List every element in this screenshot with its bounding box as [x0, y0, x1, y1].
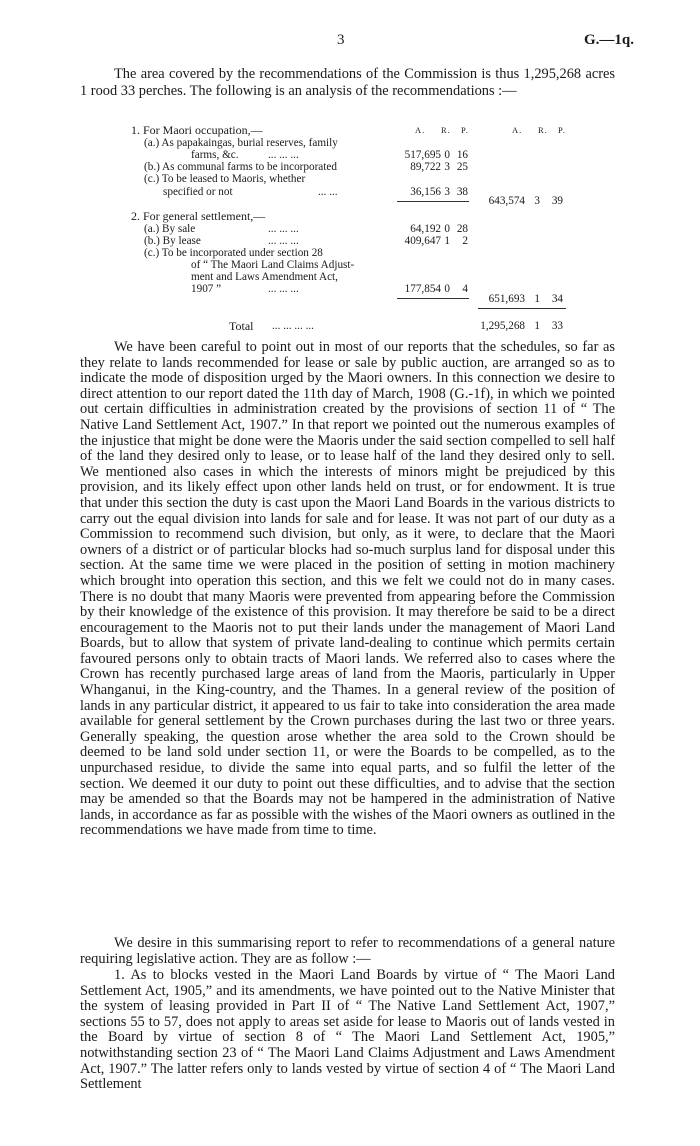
col-header-roods: R. [441, 125, 451, 135]
general-a-roods: 0 [444, 223, 450, 235]
maori-a-roods: 0 [444, 149, 450, 161]
maori-c-label-2: specified or not [163, 186, 233, 198]
general-b-acres: 409,647 [404, 235, 441, 247]
general-subtotal-roods: 1 [534, 293, 540, 305]
general-c-label-3: ment and Laws Amendment Act, [191, 271, 338, 283]
maori-a-acres: 517,695 [404, 149, 441, 161]
maori-b-roods: 3 [444, 161, 450, 173]
intro-paragraph: The area covered by the recommendations of the Commission is thus 1,295,268 acres 1 rood 33 perches. The following is an analysis of the recommendations :— [80, 66, 615, 99]
maori-heading: 1. For Maori occupation,— [131, 123, 263, 137]
maori-a-label-1: (a.) As papakaingas, burial reserves, family [144, 137, 338, 149]
general-a-perches: 28 [456, 223, 468, 235]
general-c-label-4: 1907 ” [191, 283, 222, 295]
total-dots: ... ... ... ... [272, 320, 314, 332]
maori-b-perches: 25 [456, 161, 468, 173]
maori-c-dots: ... ... [318, 186, 338, 198]
general-a-acres: 64,192 [410, 223, 441, 235]
maori-c-roods: 3 [444, 186, 450, 198]
general-c-roods: 0 [444, 283, 450, 295]
general-b-dots: ... ... ... [268, 235, 299, 247]
maori-a-label-2: farms, &c. [191, 149, 239, 161]
paragraph-legislative-intro: We desire in this summarising report to refer to recommendations of a general nature requiring legislative action. They are as follow :— [80, 935, 615, 967]
col-header-perches: P. [461, 125, 469, 135]
general-c-label-1: (c.) To be incorporated under section 28 [144, 247, 323, 259]
maori-c-label-1: (c.) To be leased to Maoris, whether [144, 173, 306, 185]
general-c-perches: 4 [462, 283, 468, 295]
total-rule [478, 308, 566, 309]
maori-subtotal-rule [397, 201, 469, 202]
total-perches: 33 [551, 320, 563, 332]
col-header-acres: A. [415, 125, 426, 135]
col-header-acres-2: A. [512, 125, 523, 135]
page-number: 3 [337, 32, 345, 48]
general-b-roods: 1 [444, 235, 450, 247]
general-heading: 2. For general settlement,— [131, 209, 266, 223]
general-subtotal-perches: 34 [551, 293, 563, 305]
document-reference: G.—1q. [584, 32, 635, 48]
general-c-acres: 177,854 [404, 283, 441, 295]
general-subtotal-acres: 651,693 [488, 293, 525, 305]
total-roods: 1 [534, 320, 540, 332]
maori-subtotal-perches: 39 [551, 195, 563, 207]
col-header-perches-2: P. [558, 125, 566, 135]
maori-a-perches: 16 [456, 149, 468, 161]
paragraph-recommendation-1: 1. As to blocks vested in the Maori Land Boards by virtue of “ The Maori Land Settlement Act, 1905,” and its amendments, we have pointed out to the Native Minister that the system of leasing provided in Part II of “ The Native Land Settlement Act, 1907,” sections 55 to 57, does not apply to areas set aside for lease to Maoris out of lands vested in the Board by virtue of section 8 of “ The Maori Land Settlement Act, 1905,” notwithstanding section 23 of “ The Maori Land Claims Adjustment and Laws Amendment Act, 1907.” The latter refers only to lands vested by virtue of section 4 of “ The Maori Land Settlement [80, 967, 615, 1093]
general-b-perches: 2 [462, 235, 468, 247]
paragraph-schedules: We have been careful to point out in most of our reports that the schedules, so far as they relate to lands recommended for lease or sale by public auction, are arranged so as to indicate the mode of disposition urged by the Maori owners. In this connection we desire to direct attention to our report dated the 11th day of March, 1908 (G.-1f), in which we pointed out certain difficulties in administration created by the provisions of section 11 of “ The Native Land Settlement Act, 1907.” In that report we pointed out the numerous examples of the injustice that might be done were the Maoris under the said section compelled to sell half of the land they desired only to lease, or to lease half of the land they desired only to sell. We mentioned also cases in which the interests of minors might be prejudiced by this provision, and its likely effect upon other lands held on trust, or for endowment. It is true that under this section the duty is cast upon the Maori Land Boards in the various districts to carry out the equal division into lands for sale and for lease. It was not part of our duty as a Commission to recommend such division, but only, as it were, to declare that the Maori owners of a district or of particular blocks had so-much surplus land for disposal under this section. At the same time we were placed in the position of setting in motion machinery which brought into operation this section, and this we felt we could not do in many cases. There is no doubt that many Maoris were prevented from appearing before the Commission by their knowledge of the existence of this provision. It may therefore be said to be a direct encouragement to the Maoris not to put their lands under the management of Maori Land Boards, but to allow that system of private land-dealing to continue which permits certain favoured persons only to obtain tracts of Maori lands. We referred also to cases where the Crown has recently purchased large areas of land from the Maoris, particularly in Upper Whanganui, in the King-country, and the Thames. In a general review of the position of lands in any particular district, it appeared to us fair to take into consideration the area made available for general settlement by the Crown purchases during the last two or three years. Generally speaking, the question arose whether the area sold to the Crown should be deemed to be land sold under section 11, or were the Boards to be compelled, as to the unpurchased residue, to divide the same into equal parts, and so fulfil the letter of the section. We deemed it our duty to point out these difficulties, and to advise that the section may be amended so that the Boards may not be hampered in the administration of Native lands, in accordance as far as possible with the wishes of the Maori owners as outlined in the recommendations we have made from time to time. [80, 339, 615, 839]
total-label: Total [229, 319, 254, 333]
maori-b-acres: 89,722 [410, 161, 441, 173]
general-subtotal-rule [397, 298, 469, 299]
maori-subtotal-roods: 3 [534, 195, 540, 207]
maori-c-perches: 38 [456, 186, 468, 198]
maori-subtotal-acres: 643,574 [488, 195, 525, 207]
general-b-label: (b.) By lease [144, 235, 201, 247]
maori-b-label: (b.) As communal farms to be incorporated [144, 161, 337, 173]
col-header-roods-2: R. [538, 125, 548, 135]
general-a-dots: ... ... ... [268, 223, 299, 235]
total-acres: 1,295,268 [480, 320, 525, 332]
general-a-label: (a.) By sale [144, 223, 196, 235]
general-c-label-2: of “ The Maori Land Claims Adjust- [191, 259, 355, 271]
general-c-dots: ... ... ... [268, 283, 299, 295]
maori-a-dots: ... ... ... [268, 149, 299, 161]
maori-c-acres: 36,156 [410, 186, 441, 198]
